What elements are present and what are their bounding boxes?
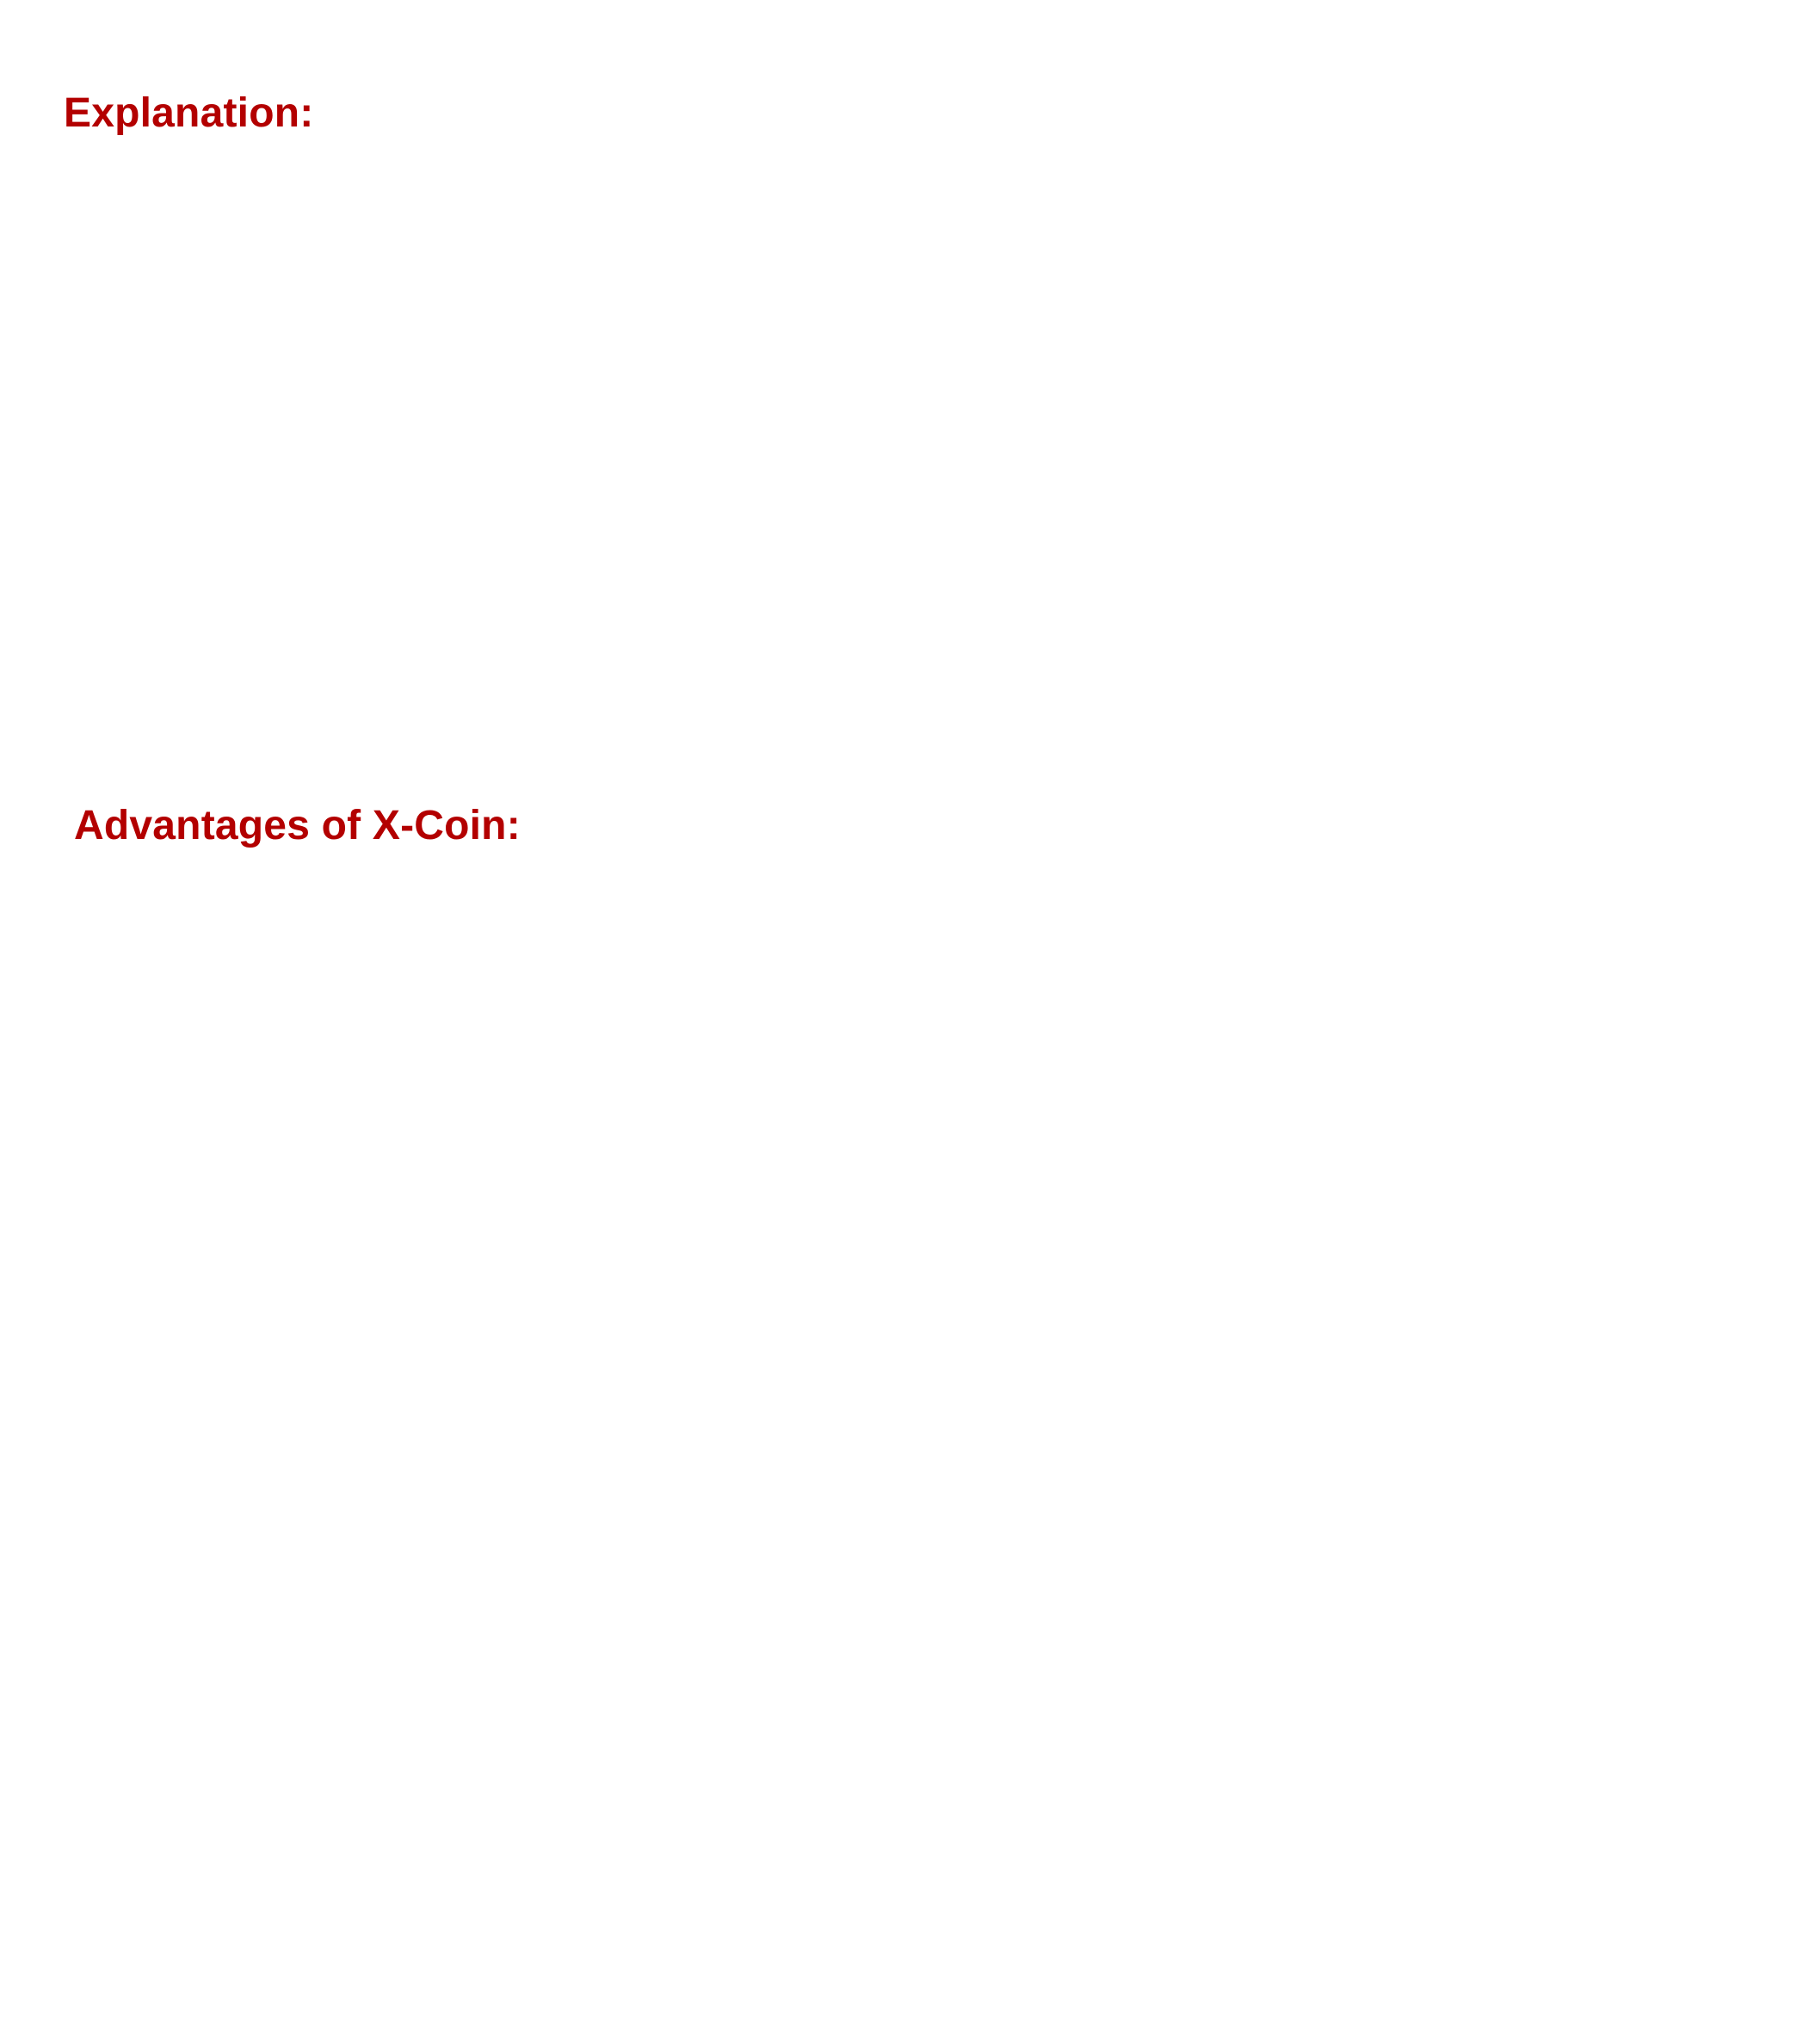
section-heading-advantages: Advantages of X-Coin: bbox=[74, 803, 521, 848]
section-heading-explanation: Explanation: bbox=[64, 90, 314, 136]
